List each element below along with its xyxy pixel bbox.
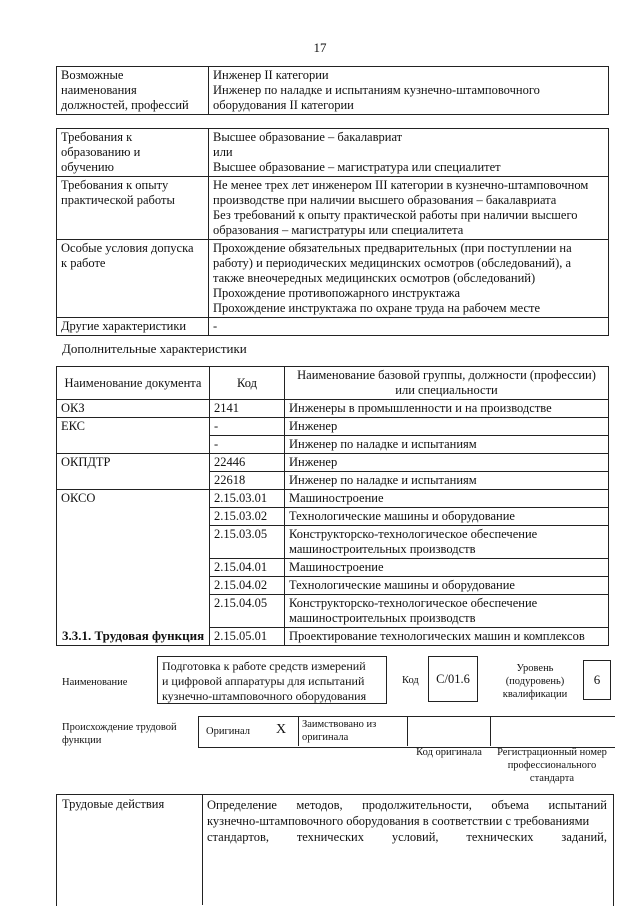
header-name-line: или специальности (395, 383, 498, 397)
requirement-value-line: Без требований к опыту практической работы при наличии высшего (213, 208, 578, 222)
table-row (57, 490, 609, 508)
requirement-value-line: - (213, 319, 218, 333)
requirement-label-line: Особые условия допуска (61, 241, 194, 255)
code-cell: 2.15.03.01 (210, 490, 285, 508)
function-name-line: Подготовка к работе средств измерений (162, 659, 366, 673)
code-cell: 2.15.04.05 (210, 595, 285, 628)
function-name-box (157, 656, 387, 704)
doc-cell: ОКЗ (57, 400, 210, 418)
code-value-box: C/01.6 (428, 656, 478, 702)
level-label-line: (подуровень) (505, 676, 565, 687)
name-cell (285, 595, 609, 628)
function-name-line: и цифровой аппаратуры для испытаний (162, 674, 365, 688)
requirement-value (209, 240, 609, 318)
name-cell (285, 508, 609, 526)
name-cell-line: Конструкторско-технологическое обеспечение (289, 596, 538, 610)
requirements-row-experience (57, 177, 609, 240)
positions-label (57, 67, 209, 115)
name-cell (285, 472, 609, 490)
requirement-value-line: также внеочередных медицинских осмотров (обследований) (213, 271, 536, 285)
requirement-value-line: Не менее трех лет инженером III категории в кузнечно-штамповочном (213, 178, 589, 192)
requirement-label (57, 240, 209, 318)
doc-cell: ЕКС (57, 418, 210, 454)
original-label: Оригинал (206, 726, 250, 737)
requirements-row-other (57, 318, 609, 336)
requirement-label-line: практической работы (61, 193, 175, 207)
function-name-line: кузнечно-штамповочного оборудования (162, 689, 367, 703)
origin-label-line: функции (62, 735, 102, 746)
code-cell: - (210, 436, 285, 454)
name-cell (285, 418, 609, 436)
requirement-label-line: обучению (61, 160, 114, 174)
positions-value-line: Инженер по наладке и испытаниям кузнечно-штамповочного (213, 83, 540, 97)
requirement-value-line: работу) и периодических медицинских осмотров (обследований), а (213, 256, 572, 270)
requirement-value-line: образования – магистратуры или специалитета (213, 223, 464, 237)
code-cell: - (210, 418, 285, 436)
labor-actions-line: Определение методов, продолжительности, объема испытаний (207, 798, 607, 812)
name-cell-line: Технологические машины и оборудование (289, 578, 515, 592)
requirement-label (57, 177, 209, 240)
name-cell-line: Инженер по наладке и испытаниям (289, 473, 477, 487)
requirement-value-line: Прохождение инструктажа по охране труда на рабочем месте (213, 301, 541, 315)
name-cell (285, 628, 609, 646)
code-cell: 2.15.04.01 (210, 559, 285, 577)
header-doc: Наименование документа (57, 367, 210, 400)
code-original-label: Код оригинала (416, 747, 482, 758)
name-cell-line: Машиностроение (289, 560, 384, 574)
name-cell (285, 400, 609, 418)
name-cell-line: Инженер по наладке и испытаниям (289, 437, 477, 451)
positions-value-line: оборудования II категории (213, 98, 354, 112)
requirement-value-line: Высшее образование – магистратура или специалитет (213, 160, 501, 174)
requirement-label (57, 129, 209, 177)
labor-actions-line: кузнечно-штамповочного оборудования в соответствии с требованиями (207, 814, 590, 828)
name-cell-line: Конструкторско-технологическое обеспечение (289, 527, 538, 541)
reg-number-line: стандарта (529, 773, 575, 784)
origin-label (62, 721, 177, 747)
name-cell-line: Машиностроение (289, 491, 384, 505)
borrowed-label-line: Заимствовано из (302, 719, 377, 730)
header-code: Код (210, 367, 285, 400)
code-label: Код (402, 675, 419, 686)
reg-number-line: Регистрационный номер (497, 747, 607, 758)
requirement-value-line: производстве при наличии высшего образования – бакалавриата (213, 193, 557, 207)
name-label: Наименование (62, 677, 128, 688)
requirement-value (209, 129, 609, 177)
origin-label-line: Происхождение трудовой (62, 722, 177, 733)
name-cell (285, 526, 609, 559)
code-cell: 22618 (210, 472, 285, 490)
requirement-label-line: образованию и (61, 145, 141, 159)
name-cell (285, 436, 609, 454)
code-cell: 2141 (210, 400, 285, 418)
name-cell (285, 490, 609, 508)
additional-characteristics-title: Дополнительные характеристики (62, 341, 247, 356)
requirements-row-conditions (57, 240, 609, 318)
header-name (285, 367, 609, 400)
requirements-row-education (57, 129, 609, 177)
requirement-value (209, 318, 609, 336)
header-name-line: Наименование базовой группы, должности (профессии) (297, 368, 596, 382)
table-row (57, 400, 609, 418)
name-cell-line: машиностроительных производств (289, 611, 476, 625)
origin-divider (490, 716, 491, 746)
reg-number-label (490, 746, 614, 785)
level-label-line: квалификации (502, 689, 568, 700)
positions-label-line: должностей, профессий (61, 98, 189, 112)
borrowed-label (302, 718, 376, 744)
name-cell-line: Инженеры в промышленности и на производстве (289, 401, 552, 415)
requirement-label-line: Требования к (61, 130, 133, 144)
table-row (57, 454, 609, 472)
reg-number-line: профессионального (507, 760, 597, 771)
requirement-label (57, 318, 209, 336)
code-cell: 22446 (210, 454, 285, 472)
labor-actions-line: стандартов, технических условий, технических заданий, (207, 830, 607, 844)
positions-value-line: Инженер II категории (213, 68, 329, 82)
additional-header-row (57, 367, 609, 400)
code-cell: 2.15.05.01 (210, 628, 285, 646)
doc-cell: ОКСО (57, 490, 210, 646)
requirement-label-line: Требования к опыту (61, 178, 169, 192)
original-mark: X (276, 722, 287, 737)
additional-table (56, 366, 609, 646)
origin-divider (407, 716, 408, 746)
requirements-table (56, 128, 609, 336)
name-cell-line: Проектирование технологических машин и комплексов (289, 629, 585, 643)
positions-value (209, 67, 609, 115)
labor-function-title: 3.3.1. Трудовая функция (62, 628, 205, 643)
name-cell-line: Инженер (289, 455, 338, 469)
table-row (57, 418, 609, 436)
name-cell (285, 559, 609, 577)
code-cell: 2.15.03.02 (210, 508, 285, 526)
name-cell-line: машиностроительных производств (289, 542, 476, 556)
name-cell (285, 454, 609, 472)
name-cell (285, 577, 609, 595)
name-cell-line: Технологические машины и оборудование (289, 509, 515, 523)
positions-label-line: наименования (61, 83, 137, 97)
borrowed-label-line: оригинала (302, 732, 349, 743)
positions-table (56, 66, 609, 115)
level-label (495, 662, 575, 701)
positions-label-line: Возможные (61, 68, 124, 82)
requirement-value-line: Прохождение обязательных предварительных (при поступлении на (213, 241, 572, 255)
page-number: 17 (313, 40, 327, 55)
requirement-label-line: к работе (61, 256, 106, 270)
code-cell: 2.15.04.02 (210, 577, 285, 595)
labor-actions-divider (202, 794, 203, 905)
requirement-value (209, 177, 609, 240)
name-cell-line: Инженер (289, 419, 338, 433)
origin-divider (298, 716, 299, 746)
requirement-value-line: или (213, 145, 233, 159)
level-label-line: Уровень (516, 663, 554, 674)
code-cell: 2.15.03.05 (210, 526, 285, 559)
positions-row (57, 67, 609, 115)
requirement-label-line: Другие характеристики (61, 319, 187, 333)
doc-cell: ОКПДТР (57, 454, 210, 490)
labor-actions-label: Трудовые действия (62, 797, 165, 811)
labor-actions-text (207, 797, 607, 845)
level-value-box: 6 (583, 660, 611, 700)
requirement-value-line: Высшее образование – бакалавриат (213, 130, 403, 144)
requirement-value-line: Прохождение противопожарного инструктажа (213, 286, 461, 300)
